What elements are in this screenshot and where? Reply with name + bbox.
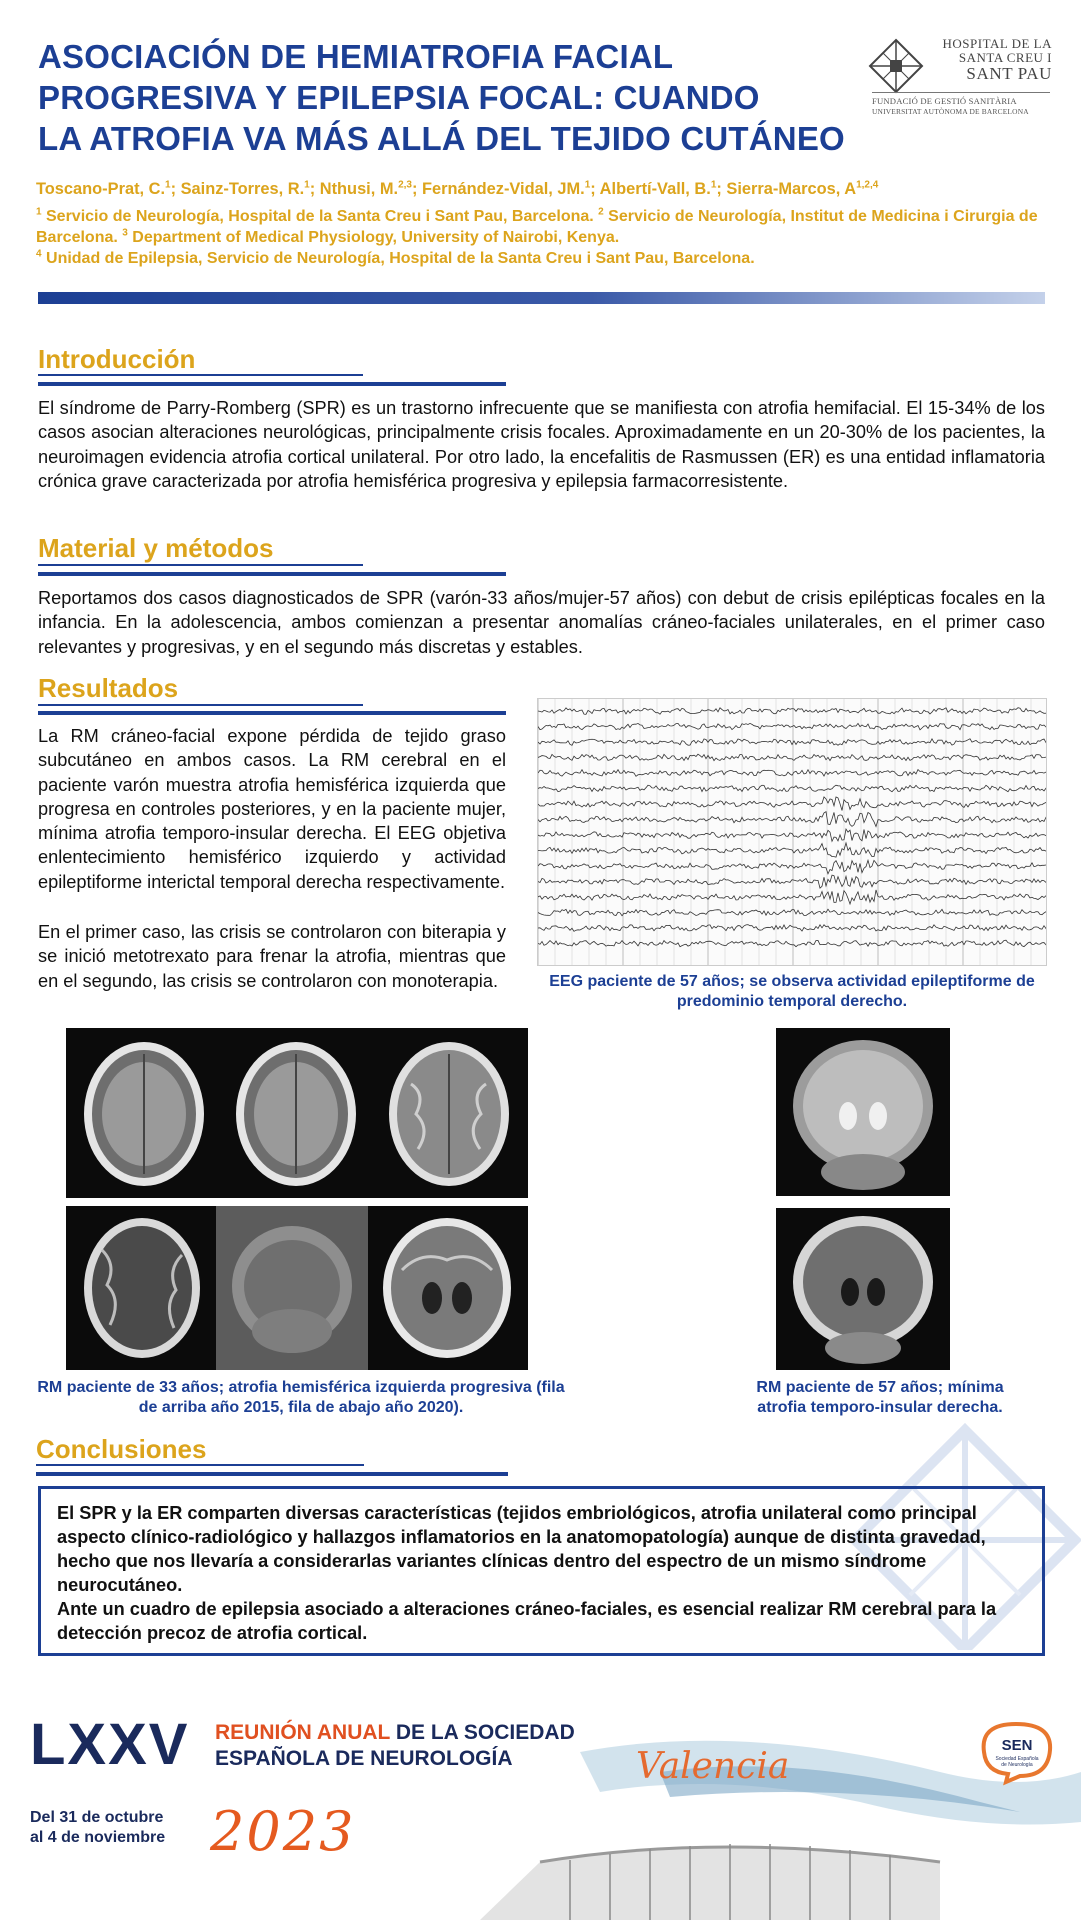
section-heading-conclusiones: Conclusiones [36, 1434, 207, 1464]
mri-33-caption: RM paciente de 33 años; atrofia hemisférica izquierda progresiva (fila de arriba año 2015, fila de abajo año 2020). [37, 1379, 565, 1416]
mri-axial-slice [72, 1034, 216, 1192]
logo-text-1: HOSPITAL DE LA [942, 36, 1052, 51]
dates-line-1: Del 31 de octubre [30, 1809, 164, 1826]
heading-underline [38, 572, 506, 576]
affil-text: Servicio de Neurología, Institut de Medicina i Cirurgia de Barcelona. [36, 208, 1038, 246]
material-text: Reportamos dos casos diagnosticados de SPR (varón-33 años/mujer-57 años) con debut de crisis epilépticas focales en la infancia. En la adolescencia, ambos comienzan a presentar anomalías cráneo-faciales unilaterales, en el primer caso relevantes y progresivas, y en el segundo más discretas y estables. [38, 588, 1045, 657]
hospital-logo [868, 34, 1052, 120]
title-line-3: LA ATROFIA VA MÁS ALLÁ DEL TEJIDO CUTÁNEO [38, 120, 845, 157]
section-heading-material: Material y métodos [38, 533, 274, 563]
heading-underline [36, 1472, 508, 1476]
author-sup: 1,2,4 [856, 179, 879, 191]
mri-33-top-row [66, 1028, 528, 1198]
title-line-1: ASOCIACIÓN DE HEMIATROFIA FACIAL [38, 38, 674, 75]
heading-underline [38, 374, 363, 376]
author-name: ; Fernández-Vidal, JM. [411, 180, 585, 198]
heading-underline [38, 711, 506, 715]
title-line-2: PROGRESIVA Y EPILEPSIA FOCAL: CUANDO [38, 79, 760, 116]
author-name: ; Albertí-Vall, B. [590, 180, 711, 198]
author-sup: 1 [304, 179, 310, 191]
mri-axial-slice [224, 1034, 368, 1192]
congress-name-highlight: REUNIÓN ANUAL [215, 1721, 391, 1744]
author-name: ; Sainz-Torres, R. [170, 180, 305, 198]
author-sup: 1 [710, 179, 717, 191]
congress-name-line2: ESPAÑOLA DE NEUROLOGÍA [215, 1747, 513, 1770]
mri-57-caption: RM paciente de 57 años; mínima atrofia temporo-insular derecha. [756, 1379, 1004, 1416]
congress-name-rest: DE LA SOCIEDAD [390, 1721, 575, 1744]
poster-title [38, 36, 878, 159]
heading-underline [36, 1464, 364, 1466]
affil-sup: 4 [36, 248, 42, 260]
logo-text-5: UNIVERSITAT AUTÒNOMA DE BARCELONA [872, 107, 1029, 116]
logo-divider [872, 92, 1050, 93]
congress-edition: LXXV [30, 1712, 190, 1777]
hospital-emblem-icon [868, 38, 924, 94]
affil-sup: 1 [36, 206, 42, 218]
logo-text-3: SANT PAU [966, 64, 1052, 83]
author-list [36, 178, 1056, 200]
mri-coronal-slice [782, 1212, 944, 1366]
author-sup: 1 [165, 179, 171, 191]
mri-coronal-slice [782, 1034, 944, 1190]
author-name: ; Sierra-Marcos, A [716, 180, 857, 198]
author-name: Toscano-Prat, C. [36, 180, 166, 198]
mri-57-top [776, 1028, 950, 1196]
congress-dates [30, 1808, 165, 1848]
sen-logo-sub-1: Sociedad Española [995, 1756, 1039, 1762]
conclusion-box [38, 1486, 1045, 1656]
mri-axial-slice [72, 1210, 212, 1366]
affil-text: Servicio de Neurología, Hospital de la Santa Creu i Sant Pau, Barcelona. [41, 208, 599, 225]
resultados-text-1: La RM cráneo-facial expone pérdida de tejido graso subcutáneo en ambos casos. La RM cerebral en el paciente varón muestra atrofia hemisférica izquierda que progresa en controles posteriores, y en la paciente mujer, mínima atrofia temporo-insular derecha. El EEG objetiva enlentecimiento hemisférico izquierdo y actividad epileptiforme interictal temporal derecha respectivamente. [38, 726, 506, 892]
heading-underline [38, 564, 363, 566]
logo-text-2: SANTA CREU I [958, 50, 1052, 65]
author-sup: 2,3 [398, 179, 412, 191]
congress-city: Valencia [636, 1746, 790, 1787]
header-gradient-bar [38, 292, 1045, 304]
affil-sup: 2 [598, 206, 604, 218]
congress-year: 2023 [210, 1800, 356, 1863]
conclusion-text-2: Ante un cuadro de epilepsia asociado a alteraciones cráneo-faciales, es esencial realizar RM cerebral para la detección precoz de atrofia cortical. [57, 1599, 997, 1643]
eeg-caption: EEG paciente de 57 años; se observa actividad epileptiforme de predominio temporal derecho. [549, 973, 1035, 1010]
mri-axial-slice [376, 1034, 522, 1192]
conclusion-text-1: El SPR y la ER comparten diversas características (tejidos embriológicos, atrofia unilateral como principal aspecto clínico-radiológico y hallazgos inflamatorios en la anatomopatología) aunque de distinta gravedad, hecho que nos llevaría a considerarlas variantes clínicas dentro del espectro de un mismo síndrome neurocutáneo. [57, 1503, 986, 1595]
eeg-figure [537, 698, 1047, 966]
congress-name [215, 1720, 575, 1772]
sen-logo-sub-2: de Neurología [1001, 1762, 1033, 1768]
section-heading-introduccion: Introducción [38, 344, 196, 374]
introduccion-text: El síndrome de Parry-Romberg (SPR) es un trastorno infrecuente que se manifiesta con atrofia hemifacial. El 15-34% de los casos asocian alteraciones neurológicas, principalmente crisis focales. Aproximadamente en un 20-30% de los pacientes, la neuroimagen evidencia atrofia cortical unilateral. Por otro lado, la encefalitis de Rasmussen (ER) es una entidad inflamatoria crónica grave caracterizada por atrofia hemisférica progresiva y epilepsia farmacorresistente. [38, 398, 1045, 491]
sen-logo-text: SEN [1001, 1737, 1033, 1754]
resultados-text-2: En el primer caso, las crisis se controlaron con biterapia y se inició metotrexato para frenar la atrofia, mientras que en el segundo, las crisis se controlaron con monoterapia. [38, 922, 506, 991]
mri-coronal-slice [372, 1210, 522, 1366]
dates-line-2: al 4 de noviembre [30, 1829, 166, 1846]
heading-underline [38, 704, 363, 706]
section-heading-resultados: Resultados [38, 673, 179, 703]
author-name: ; Nthusi, M. [309, 180, 399, 198]
logo-text-4: FUNDACIÓ DE GESTIÓ SANITÀRIA [872, 96, 1017, 106]
affiliations [36, 206, 1056, 269]
mri-coronal-slice [216, 1206, 368, 1370]
affil-sup: 3 [122, 227, 128, 239]
author-sup: 1 [584, 179, 591, 191]
eeg-trace-image [538, 699, 1047, 966]
affil-text: Department of Medical Physiology, University of Nairobi, Kenya. [127, 229, 620, 246]
heading-underline [38, 382, 506, 386]
sen-logo [970, 1716, 1060, 1786]
affil-text: Unidad de Epilepsia, Servicio de Neurología, Hospital de la Santa Creu i Sant Pau, Barcelona. [41, 250, 755, 267]
mri-57-bottom [776, 1208, 950, 1370]
mri-33-bottom-row [66, 1206, 528, 1370]
